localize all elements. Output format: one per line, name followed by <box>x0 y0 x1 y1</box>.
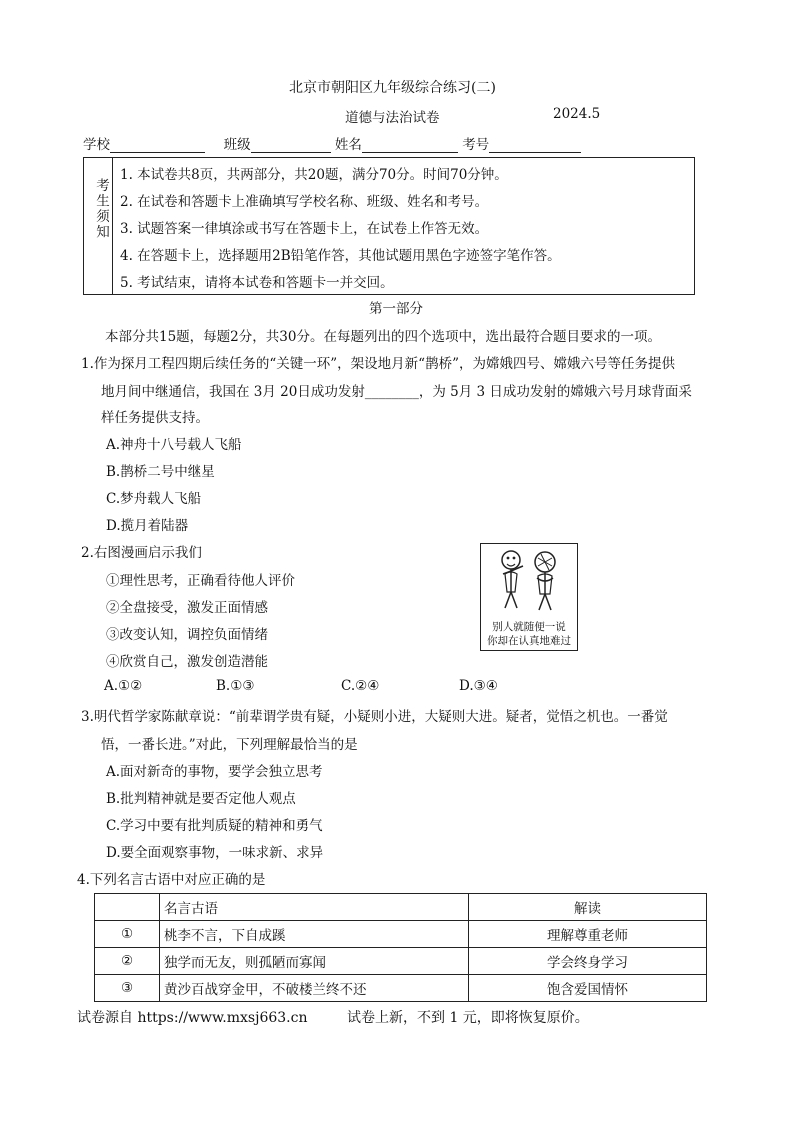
part1-title: 第一部分 <box>369 301 423 317</box>
field-name-label: 姓名 <box>334 137 362 153</box>
table-row <box>95 921 707 948</box>
q2-item: ②全盘接受，激发正面情感 <box>106 600 268 616</box>
field-school-blank[interactable] <box>110 138 205 153</box>
exam-date: 2024.5 <box>553 106 601 122</box>
table-cell-saying: 桃李不言，下自成蹊 <box>160 921 469 948</box>
q1-stem-line: 地月间中继通信，我国在 3月 20日成功发射________，为 5月 3 日成功发射的嫦娥六号月球背面采 <box>101 384 692 400</box>
field-examno-blank[interactable] <box>489 138 581 153</box>
notice-label: 考生须知 <box>93 178 109 240</box>
field-name-blank[interactable] <box>362 138 458 153</box>
page-title: 北京市朝阳区九年级综合练习(二) <box>289 80 496 96</box>
q2-item: ④欣赏自己，激发创造潜能 <box>106 654 268 670</box>
table-cell-number: ③ <box>95 975 160 1002</box>
notice-label-cell <box>84 158 113 294</box>
cartoon-caption-line: 你却在认真地难过 <box>487 635 571 647</box>
notice-rule: 2. 在试卷和答题卡上准确填写学校名称、班级、姓名和考号。 <box>120 194 489 210</box>
field-class-label: 班级 <box>223 137 251 153</box>
footer-source-link[interactable]: 试卷源自 https://www.mxsj663.cn <box>77 1010 308 1026</box>
q3-stem-line: 3.明代哲学家陈献章说：“前辈谓学贵有疑，小疑则小进，大疑则大进。疑者，觉悟之机也。一番觉 <box>81 709 668 725</box>
q2-option-b[interactable]: B.①③ <box>216 678 255 694</box>
q1-option-a[interactable]: A.神舟十八号载人飞船 <box>106 437 242 453</box>
q1-option-b[interactable]: B.鹊桥二号中继星 <box>106 464 215 480</box>
table-cell-number: ② <box>95 948 160 975</box>
notice-rule: 3. 试题答案一律填涂或书写在答题卡上，在试卷上作答无效。 <box>120 221 489 237</box>
table-cell-interpretation: 饱含爱国情怀 <box>469 975 707 1002</box>
notice-rule: 4. 在答题卡上，选择题用2B铅笔作答，其他试题用黑色字迹签字笔作答。 <box>120 248 561 264</box>
q2-stem: 2.右图漫画启示我们 <box>81 545 202 561</box>
candidate-notice-box <box>83 157 695 295</box>
table-cell-saying: 黄沙百战穿金甲，不破楼兰终不还 <box>160 975 469 1002</box>
q3-option-c[interactable]: C.学习中要有批判质疑的精神和勇气 <box>106 818 323 834</box>
q1-option-c[interactable]: C.梦舟载人飞船 <box>106 491 202 507</box>
footer-promo-text: 试卷上新，不到 1 元，即将恢复原价。 <box>347 1010 589 1026</box>
table-header-cell <box>95 894 160 921</box>
notice-rule: 1. 本试卷共8页，共两部分，共20题，满分70分。时间70分钟。 <box>120 167 508 183</box>
table-cell-interpretation: 学会终身学习 <box>469 948 707 975</box>
table-row <box>95 948 707 975</box>
cartoon-caption-line: 别人就随便一说 <box>492 621 566 633</box>
table-cell-saying: 独学而无友，则孤陋而寡闻 <box>160 948 469 975</box>
q3-option-d[interactable]: D.要全面观察事物，一味求新、求异 <box>106 845 324 861</box>
q1-option-d[interactable]: D.揽月着陆器 <box>106 518 189 534</box>
q2-option-d[interactable]: D.③④ <box>459 678 498 694</box>
q4-stem: 4.下列名言古语中对应正确的是 <box>77 872 266 888</box>
q1-stem-line: 样任务提供支持。 <box>101 410 209 426</box>
table-header-row <box>95 894 707 921</box>
table-cell-number: ① <box>95 921 160 948</box>
field-school-label: 学校 <box>83 137 110 153</box>
table-row <box>95 975 707 1002</box>
notice-rule: 5. 考试结束，请将本试卷和答题卡一并交回。 <box>120 275 394 291</box>
table-header-cell: 解读 <box>469 894 707 921</box>
cartoon-image <box>480 543 578 651</box>
q3-stem-line: 悟，一番长进。”对此，下列理解最恰当的是 <box>101 737 358 753</box>
table-header-cell: 名言古语 <box>160 894 469 921</box>
part1-intro: 本部分共15题，每题2分，共30分。在每题列出的四个选项中，选出最符合题目要求的一项。 <box>105 329 661 345</box>
field-examno-label: 考号 <box>462 137 490 153</box>
q2-item: ③改变认知，调控负面情绪 <box>106 627 268 643</box>
info-fields <box>83 133 581 153</box>
q3-option-b[interactable]: B.批判精神就是要否定他人观点 <box>106 791 296 807</box>
q1-stem-line: 1.作为探月工程四期后续任务的“关键一环”，架设地月新“鹊桥”，为嫦娥四号、嫦娥六号等任务提供 <box>81 356 675 372</box>
q2-option-a[interactable]: A.①② <box>104 678 143 694</box>
cartoon-figures-icon <box>481 544 577 616</box>
q2-item: ①理性思考，正确看待他人评价 <box>106 573 295 589</box>
q3-option-a[interactable]: A.面对新奇的事物，要学会独立思考 <box>106 764 323 780</box>
table-cell-interpretation: 理解尊重老师 <box>469 921 707 948</box>
field-class-blank[interactable] <box>251 138 331 153</box>
subject-title: 道德与法治试卷 <box>345 110 440 126</box>
idiom-table <box>94 893 707 1002</box>
q2-option-c[interactable]: C.②④ <box>341 678 380 694</box>
